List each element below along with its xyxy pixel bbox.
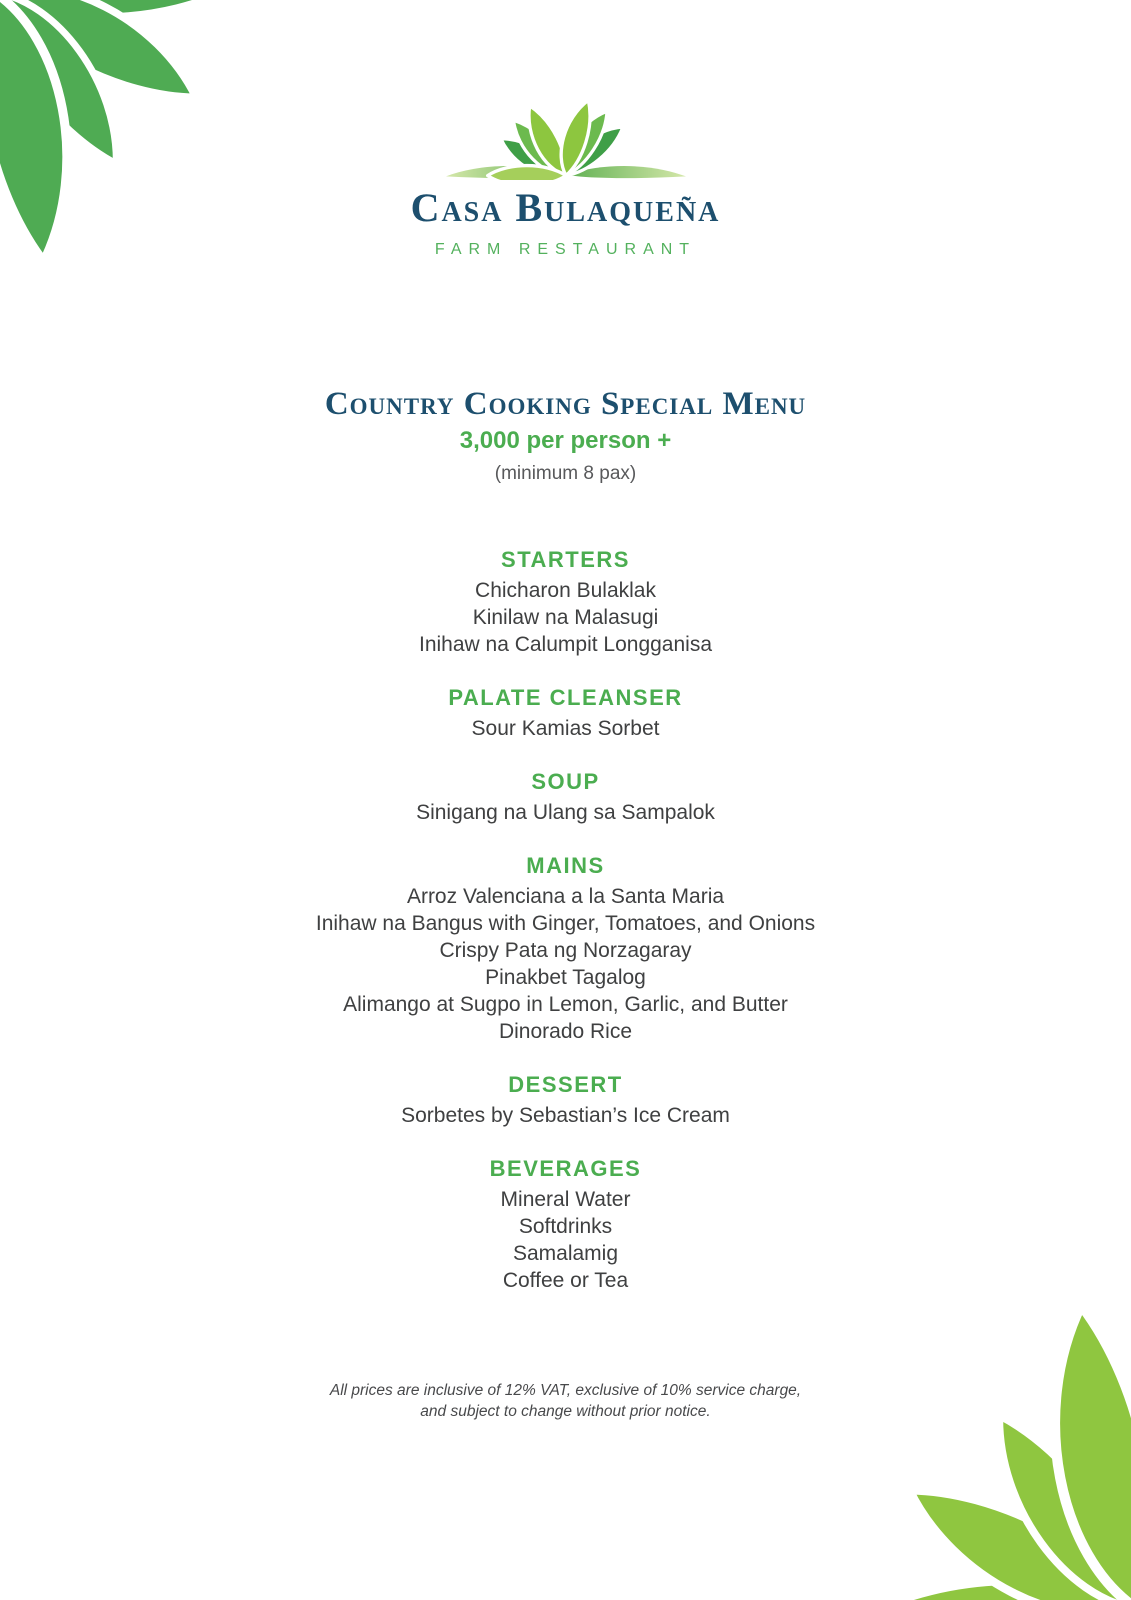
menu-item: Dinorado Rice [498,1020,633,1043]
menu-item: Inihaw na Bangus with Ginger, Tomatoes, and Onions [315,912,816,935]
section-heading: STARTERS [501,547,630,572]
section-heading: SOUP [531,769,600,794]
brand-tagline: FARM RESTAURANT [434,241,697,258]
menu-item: Softdrinks [518,1215,613,1238]
lotus-icon [441,92,691,180]
section-heading: PALATE CLEANSER [448,685,683,710]
menu-item: Samalamig [512,1242,619,1265]
menu-item: Pinakbet Tagalog [485,966,646,989]
disclaimer-line-2: and subject to change without prior notice. [420,1403,711,1420]
menu-item: Mineral Water [500,1188,631,1211]
menu-section-mains [0,852,1131,1045]
section-heading: DESSERT [508,1072,623,1097]
menu-item: Alimango at Sugpo in Lemon, Garlic, and Butter [343,993,788,1016]
menu-section-starters [0,546,1131,658]
menu-item: Arroz Valenciana a la Santa Maria [406,885,725,908]
brand-name: Casa Bulaqueña [410,185,721,230]
menu-price: 3,000 per person + [459,427,672,454]
menu-section-beverages [0,1155,1131,1294]
menu-item: Sour Kamias Sorbet [471,717,660,740]
menu-item: Chicharon Bulaklak [475,579,656,602]
menu-title: Country Cooking Special Menu [324,386,807,422]
menu-item: Coffee or Tea [502,1269,629,1292]
menu-sections [0,546,1131,1320]
menu-title-block [0,386,1131,485]
menu-item: Sinigang na Ulang sa Sampalok [416,801,715,824]
menu-item: Inihaw na Calumpit Longganisa [418,633,713,656]
menu-item: Crispy Pata ng Norzagaray [439,939,692,962]
menu-item: Sorbetes by Sebastian’s Ice Cream [401,1104,730,1127]
menu-item: Kinilaw na Malasugi [472,606,659,629]
disclaimer-line-1: All prices are inclusive of 12% VAT, exclusive of 10% service charge, [329,1382,802,1399]
price-disclaimer [0,1380,1131,1422]
section-heading: MAINS [526,853,605,878]
section-heading: BEVERAGES [489,1156,642,1181]
menu-minimum-note: (minimum 8 pax) [494,463,637,484]
menu-section-palate-cleanser [0,684,1131,742]
menu-section-dessert [0,1071,1131,1129]
menu-section-soup [0,768,1131,826]
brand-header [0,92,1131,259]
